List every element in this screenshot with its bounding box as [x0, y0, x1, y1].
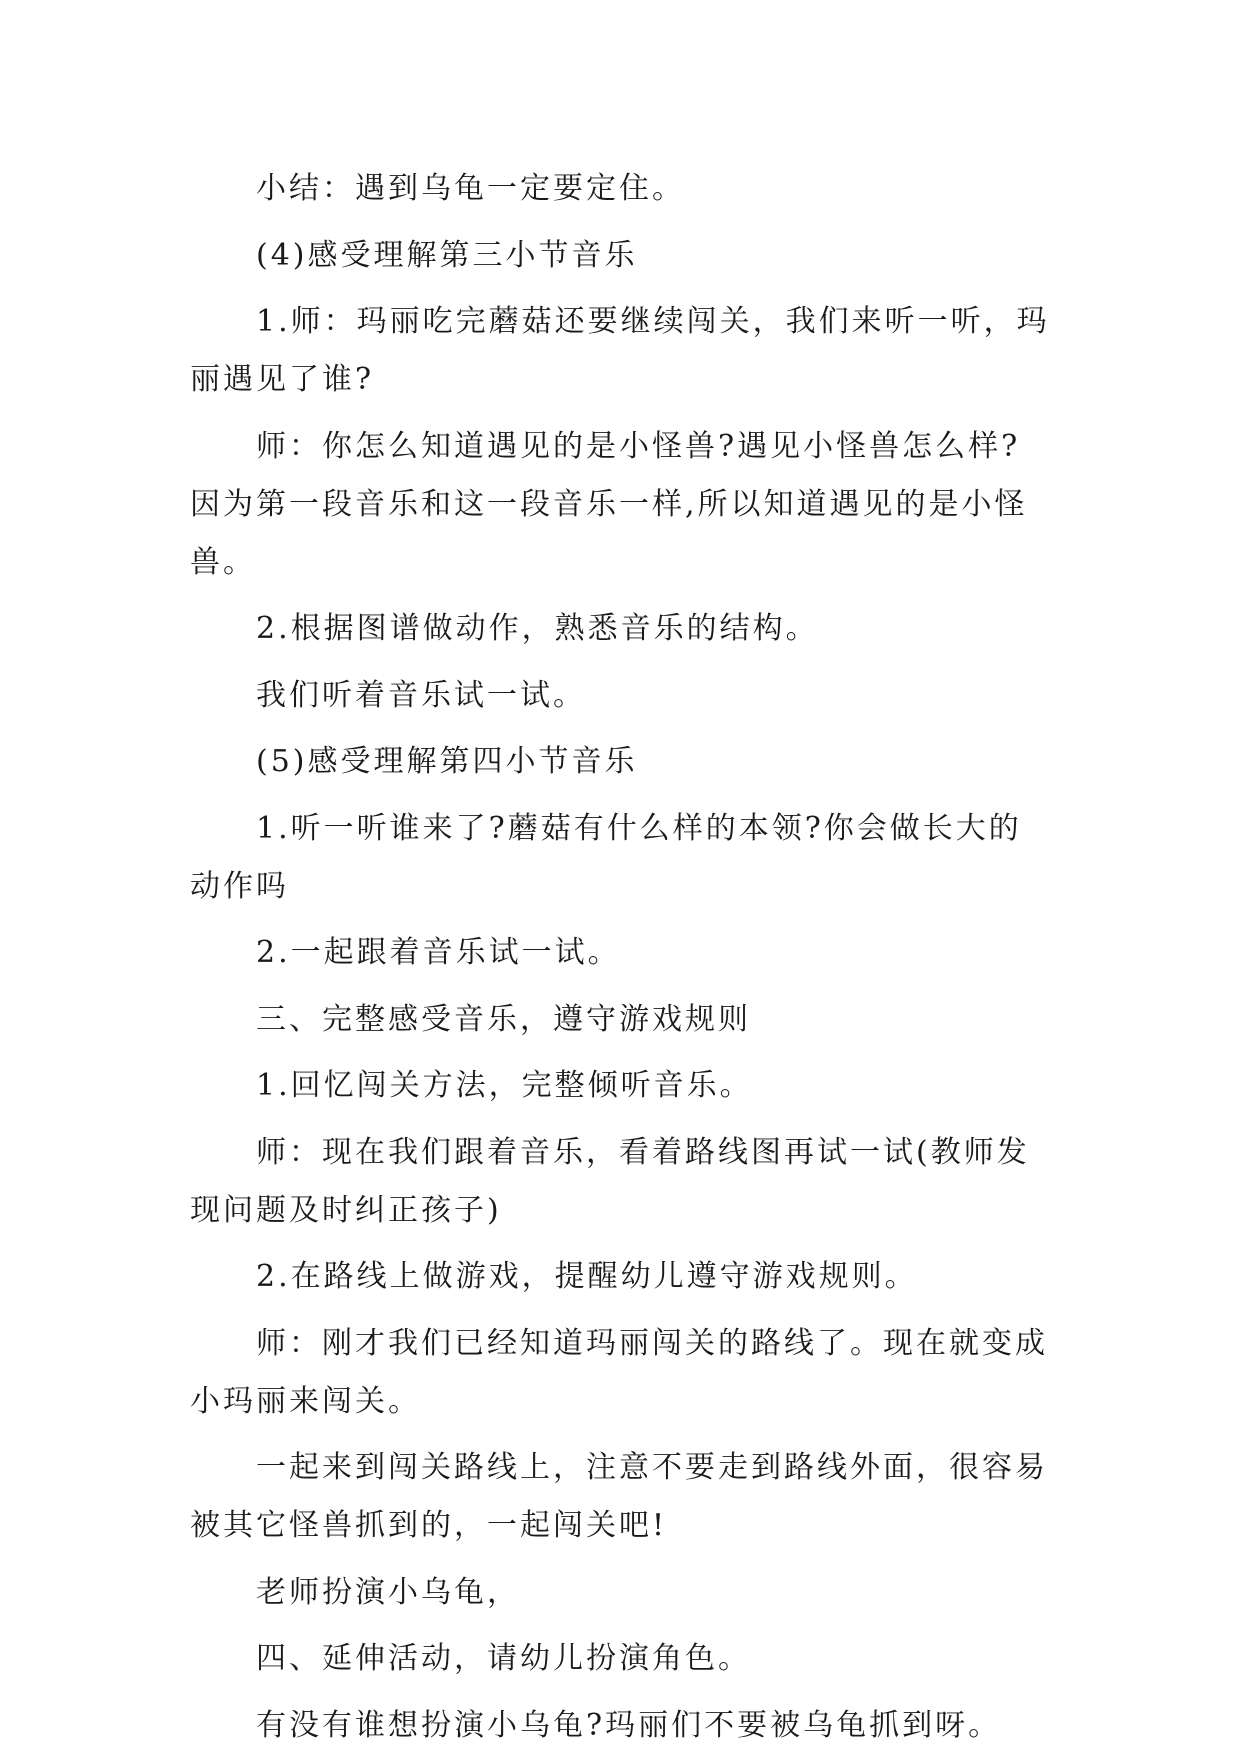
paragraph-together-challenge: 一起来到闯关路线上，注意不要走到路线外面，很容易被其它怪兽抓到的，一起闯关吧! — [190, 1450, 1048, 1543]
paragraph-section-4-item-1: 1.师：玛丽吃完蘑菇还要继续闯关，我们来听一听，玛丽遇见了谁? — [190, 304, 1050, 397]
paragraph-teacher-question: 师：你怎么知道遇见的是小怪兽?遇见小怪兽怎么样?因为第一段音乐和这一段音乐一样,所以知道遇见的是小怪兽。 — [190, 428, 1028, 580]
paragraph-section-5-heading: (5)感受理解第四小节音乐 — [256, 744, 638, 779]
paragraph-teacher-transform: 师：刚才我们已经知道玛丽闯关的路线了。现在就变成小玛丽来闯关。 — [190, 1325, 1048, 1419]
document-body — [190, 160, 1050, 1763]
paragraph-part-3-item-2: 2.在路线上做游戏，提醒幼儿遵守游戏规则。 — [256, 1259, 918, 1294]
paragraph-part-3-heading: 三、完整感受音乐，遵守游戏规则 — [256, 1001, 751, 1037]
paragraph-part-3-item-1: 1.回忆闯关方法，完整倾听音乐。 — [256, 1068, 753, 1103]
paragraph-teacher-role: 老师扮演小乌龟， — [256, 1574, 520, 1610]
paragraph-section-4-heading: (4)感受理解第三小节音乐 — [256, 237, 638, 273]
paragraph-listen-try: 我们听着音乐试一试。 — [256, 677, 586, 713]
paragraph-section-5-item-1: 1.听一听谁来了?蘑菇有什么样的本领?你会做长大的动作吗 — [190, 810, 1022, 904]
paragraph-section-4-item-2: 2.根据图谱做动作，熟悉音乐的结构。 — [256, 611, 819, 646]
paragraph-section-5-item-2: 2.一起跟着音乐试一试。 — [256, 935, 621, 970]
paragraph-summary: 小结：遇到乌龟一定要定住。 — [256, 171, 685, 206]
paragraph-part-4-heading: 四、延伸活动，请幼儿扮演角色。 — [256, 1641, 751, 1676]
paragraph-teacher-route: 师：现在我们跟着音乐，看着路线图再试一试(教师发现问题及时纠正孩子) — [190, 1134, 1030, 1228]
paragraph-closing-question: 有没有谁想扮演小乌龟?玛丽们不要被乌龟抓到呀。 — [256, 1707, 1002, 1743]
